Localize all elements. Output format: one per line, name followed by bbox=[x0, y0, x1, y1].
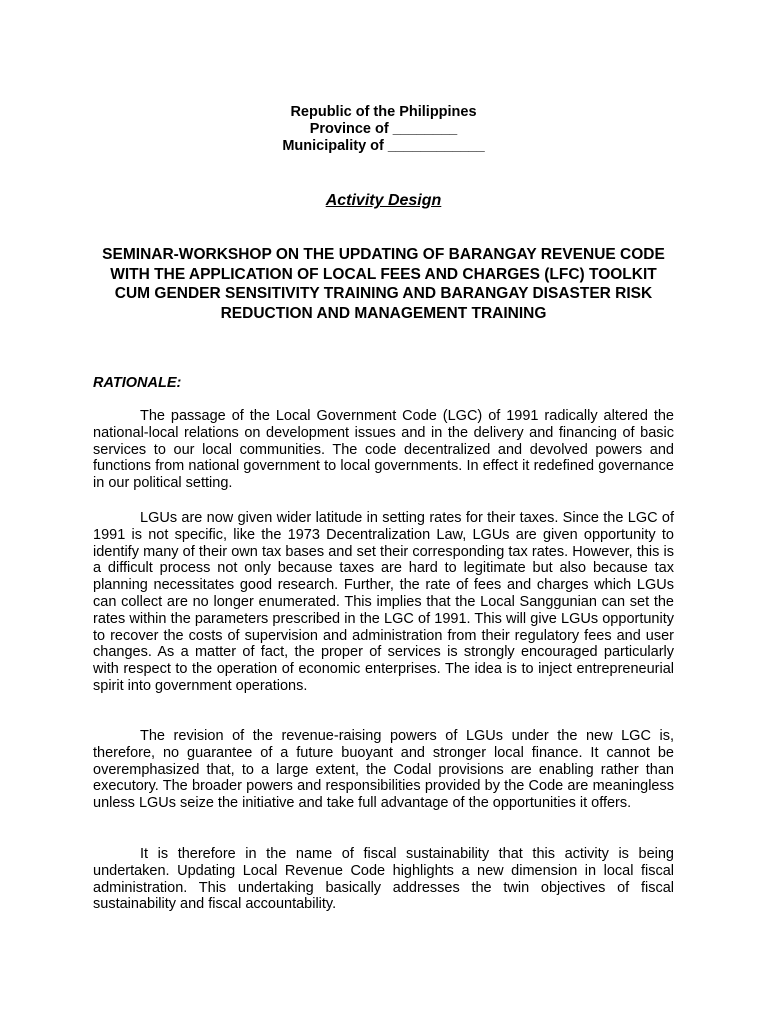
header-province: Province of ________ bbox=[309, 121, 458, 137]
document-page bbox=[93, 0, 674, 1024]
header-municipality: Municipality of ____________ bbox=[282, 138, 485, 154]
rationale-paragraph-4: It is therefore in the name of fiscal sustainability that this activity is being undertaken. Updating Local Revenue Code highlights a new dimension in local fiscal administration. This undertaking basically addresses the twin objectives of fiscal sustainability and fiscal accountability. bbox=[93, 846, 674, 913]
rationale-heading: RATIONALE: bbox=[93, 375, 182, 391]
rationale-paragraph-3: The revision of the revenue-raising powers of LGUs under the new LGC is, therefore, no guarantee of a future buoyant and stronger local finance. It cannot be overemphasized that, to a large extent, the Codal provisions are enabling rather than executory. The broader powers and responsibilities provided by the Code are meaningless unless LGUs seize the initiative and take full advantage of the opportunities it offers. bbox=[93, 728, 674, 812]
header-republic: Republic of the Philippines bbox=[290, 104, 477, 120]
document-type-title: Activity Design bbox=[325, 192, 442, 209]
rationale-paragraph-2: LGUs are now given wider latitude in setting rates for their taxes. Since the LGC of 1991 is not specific, like the 1973 Decentralization Law, LGUs are given opportunity to identify many of their own tax bases and set their corresponding tax rates. However, this is a difficult process not only because taxes are hard to legitimate but also because tax planning necessitates good research. Further, the rate of fees and charges which LGUs can collect are no longer enumerated. This implies that the Local Sanggunian can set the rates within the parameters prescribed in the LGC of 1991. This will give LGUs opportunity to recover the costs of supervision and administration from their regulatory fees and user changes. As a matter of fact, the proper of services is strongly encouraged particularly with respect to the operation of economic enterprises. The idea is to inject entrepreneurial spirit into government operations. bbox=[93, 510, 674, 694]
seminar-title: SEMINAR-WORKSHOP ON THE UPDATING OF BARANGAY REVENUE CODE WITH THE APPLICATION OF LOCAL FEES AND CHARGES (LFC) TOOLKIT CUM GENDER SENSITIVITY TRAINING AND BARANGAY DISASTER RISK REDUCTION AND MANAGEMENT TRAINING bbox=[102, 246, 665, 322]
rationale-paragraph-1: The passage of the Local Government Code (LGC) of 1991 radically altered the national-local relations on development issues and in the delivery and financing of basic services to our local communities. The code decentralized and devolved powers and functions from national government to local governments. In effect it redefined governance in our political setting. bbox=[93, 408, 674, 492]
document-header bbox=[93, 104, 674, 155]
